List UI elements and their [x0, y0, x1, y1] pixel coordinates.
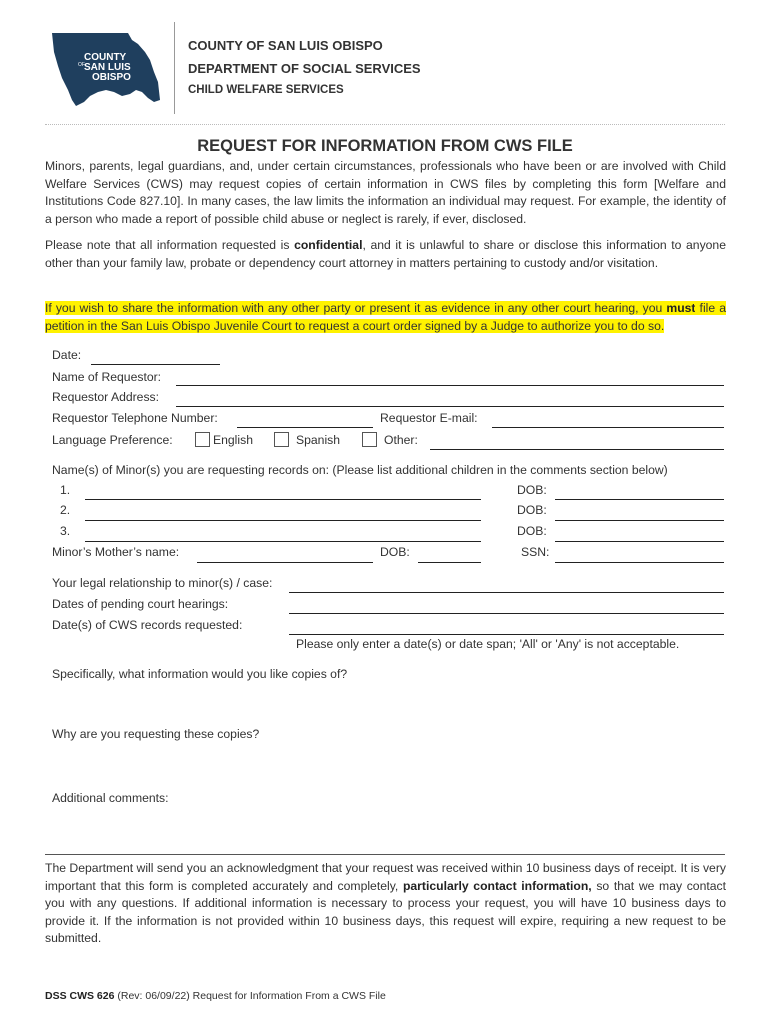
- warning-text-1: If you wish to share the information with any other party or present it as evidence in any other court hearing, you: [45, 301, 667, 315]
- acknowledgment-text-1: The Department will send you an acknowledgment that your request was received within 10 business days of receipt. It is very important that this form is completed accurately and completely,: [45, 861, 726, 893]
- county-logo: [50, 30, 162, 110]
- name-label: Name of Requestor:: [52, 370, 162, 384]
- reason-label: Why are you requesting these copies?: [52, 727, 260, 741]
- logo-text-county: COUNTY: [84, 52, 127, 63]
- name-field[interactable]: [176, 385, 724, 386]
- confidential-text-1: Please note that all information requested is: [45, 238, 295, 252]
- relationship-field[interactable]: [289, 592, 724, 593]
- mother-name-field[interactable]: [197, 562, 373, 563]
- mother-name-label: Minor’s Mother’s name:: [52, 545, 180, 559]
- division-name: CHILD WELFARE SERVICES: [188, 84, 344, 96]
- minor-number-3: 3.: [60, 524, 71, 538]
- minors-label: Name(s) of Minor(s) you are requesting records on: (Please list additional children in the comments section below): [52, 463, 668, 477]
- english-label: English: [213, 433, 253, 447]
- confidential-paragraph: [45, 237, 726, 272]
- minor-name-field-2[interactable]: [85, 520, 481, 521]
- confidential-bold: confidential: [294, 238, 363, 252]
- language-label: Language Preference:: [52, 433, 173, 447]
- minor-dob-field-1[interactable]: [555, 499, 724, 500]
- pending-hearings-field[interactable]: [289, 613, 724, 614]
- intro-paragraph: Minors, parents, legal guardians, and, under certain circumstances, professionals who have been or are involved with Child Welfare Services (CWS) may request copies of certain information in CWS files by completing this form [Welfare and Institutions Code 827.10]. In many cases, the law limits the information an individual may request. For example, the identity of a person who made a report of possible child abuse or neglect is rarely, if ever, disclosed.: [45, 159, 726, 226]
- page-title: REQUEST FOR INFORMATION FROM CWS FILE: [197, 137, 573, 155]
- acknowledgment-text-2: so that we may contact you with any questions. If additional information is necessary to process your request, you will have 10 business days to provide it. If the information is not provided within 10 business days, this request will expire, requiring a new request to be submitted.: [45, 878, 727, 945]
- minor-number-1: 1.: [60, 483, 71, 497]
- date-field[interactable]: [91, 364, 220, 365]
- records-dates-label: Date(s) of CWS records requested:: [52, 618, 243, 632]
- date-label: Date:: [52, 348, 82, 362]
- other-language-checkbox[interactable]: [362, 432, 377, 447]
- minor-dob-label-2: DOB:: [517, 503, 547, 517]
- acknowledgment-bold: particularly contact information,: [402, 878, 592, 893]
- header-divider: [174, 22, 175, 114]
- address-label: Requestor Address:: [52, 390, 160, 404]
- email-field[interactable]: [492, 427, 724, 428]
- mother-dob-field[interactable]: [418, 562, 481, 563]
- logo-text-of: OF: [78, 62, 85, 68]
- phone-label: Requestor Telephone Number:: [52, 411, 218, 425]
- phone-field[interactable]: [237, 427, 373, 428]
- relationship-label: Your legal relationship to minor(s) / case:: [52, 576, 273, 590]
- minor-name-field-1[interactable]: [85, 499, 481, 500]
- department-name: DEPARTMENT OF SOCIAL SERVICES: [188, 61, 421, 76]
- records-dates-field[interactable]: [289, 634, 724, 635]
- warning-bold: must: [666, 301, 696, 315]
- ssn-field[interactable]: [555, 562, 724, 563]
- confidential-text-2: , and it is unlawful to share or disclose this information to anyone other than your family law, probate or dependency court attorney in matters pertaining to custody and/or visitation.: [45, 238, 726, 270]
- minor-name-field-3[interactable]: [85, 541, 481, 542]
- specific-info-area[interactable]: [52, 685, 724, 725]
- footer-text: (Rev: 06/09/22) Request for Information From a CWS File: [114, 990, 386, 1002]
- minor-dob-field-3[interactable]: [555, 541, 724, 542]
- other-language-label: Other:: [384, 433, 418, 447]
- spanish-label: Spanish: [296, 433, 341, 447]
- comments-label: Additional comments:: [52, 791, 169, 805]
- header-rule: [45, 124, 725, 125]
- reason-area[interactable]: [52, 745, 724, 787]
- section-divider: [45, 854, 725, 855]
- footer: [45, 990, 386, 1002]
- logo-text-san-luis: SAN LUIS: [84, 62, 131, 73]
- specific-info-label: Specifically, what information would you like copies of?: [52, 667, 348, 681]
- email-label: Requestor E-mail:: [380, 411, 478, 425]
- minor-dob-label-3: DOB:: [517, 524, 547, 538]
- other-language-field[interactable]: [430, 449, 724, 450]
- warning-text-2: file a petition in the San Luis Obispo Juvenile Court to request a court order signed by a Judge to authorize you to do so.: [45, 301, 726, 333]
- pending-hearings-label: Dates of pending court hearings:: [52, 597, 229, 611]
- org-name: COUNTY OF SAN LUIS OBISPO: [188, 38, 383, 53]
- comments-area[interactable]: [52, 809, 724, 849]
- minor-dob-field-2[interactable]: [555, 520, 724, 521]
- acknowledgment-paragraph: [45, 860, 726, 948]
- footer-form-id: DSS CWS 626: [45, 990, 115, 1002]
- ssn-label: SSN:: [521, 545, 550, 559]
- minor-number-2: 2.: [60, 503, 71, 517]
- county-map-icon: [50, 30, 162, 110]
- minor-dob-label-1: DOB:: [517, 483, 547, 497]
- spanish-checkbox[interactable]: [274, 432, 289, 447]
- address-field[interactable]: [176, 406, 724, 407]
- mother-dob-label: DOB:: [380, 545, 410, 559]
- court-warning-paragraph: [45, 300, 726, 335]
- logo-text-obispo: OBISPO: [92, 72, 131, 83]
- english-checkbox[interactable]: [195, 432, 210, 447]
- dates-note: Please only enter a date(s) or date span; 'All' or 'Any' is not acceptable.: [296, 637, 680, 651]
